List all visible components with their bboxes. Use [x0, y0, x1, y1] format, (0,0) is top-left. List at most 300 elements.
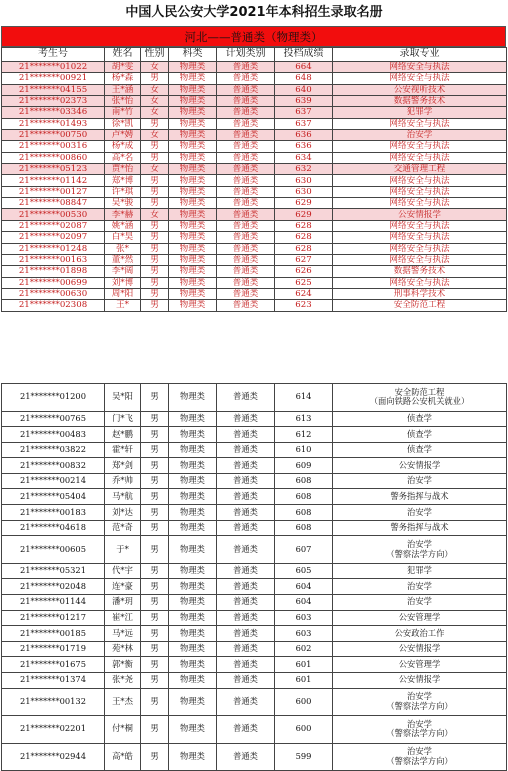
table-row	[2, 84, 507, 95]
name-cell: 王*涵	[105, 84, 141, 95]
major-cell	[333, 458, 507, 474]
name-cell: 霍*轩	[105, 442, 141, 458]
category-cell: 物理类	[169, 152, 217, 163]
score-cell: 599	[275, 743, 333, 771]
category-cell: 物理类	[169, 579, 217, 595]
exam-id-cell: 21*******03822	[2, 442, 105, 458]
table-row	[2, 520, 507, 536]
score-cell: 608	[275, 489, 333, 505]
plan-cell: 普通类	[217, 243, 275, 254]
score-cell: 614	[275, 384, 333, 412]
major-note: （警察法学方向）	[386, 728, 453, 739]
name-cell: 吴*骏	[105, 198, 141, 209]
category-cell: 物理类	[169, 107, 217, 118]
major-name: 治安学	[407, 746, 432, 757]
plan-cell: 普通类	[217, 220, 275, 231]
major-cell	[333, 411, 507, 427]
major-cell: 交通管理工程	[333, 164, 507, 175]
category-cell: 物理类	[169, 288, 217, 299]
table-row	[2, 458, 507, 474]
major-name: 治安学	[407, 691, 432, 702]
name-cell: 许*琪	[105, 186, 141, 197]
major-note: （警察法学方向）	[386, 548, 453, 559]
score-cell: 629	[275, 209, 333, 220]
category-cell: 物理类	[169, 716, 217, 744]
sex-cell: 男	[141, 672, 169, 688]
plan-cell: 普通类	[217, 489, 275, 505]
exam-id-cell: 21*******01217	[2, 610, 105, 626]
table-row	[2, 442, 507, 458]
page-gap	[0, 365, 508, 383]
major-note: （警察法学方向）	[386, 755, 453, 766]
category-cell: 物理类	[169, 442, 217, 458]
category-cell: 物理类	[169, 130, 217, 141]
category-cell: 物理类	[169, 118, 217, 129]
score-cell: 628	[275, 243, 333, 254]
exam-id-cell: 21*******00630	[2, 288, 105, 299]
major-cell	[333, 657, 507, 673]
exam-id-cell: 21*******01493	[2, 118, 105, 129]
plan-cell: 普通类	[217, 458, 275, 474]
exam-id-cell: 21*******00860	[2, 152, 105, 163]
name-cell: 高*名	[105, 152, 141, 163]
sex-cell: 男	[141, 266, 169, 277]
plan-cell: 普通类	[217, 641, 275, 657]
exam-id-cell: 21*******05321	[2, 563, 105, 579]
major-cell	[333, 505, 507, 521]
plan-cell: 普通类	[217, 266, 275, 277]
plan-cell: 普通类	[217, 130, 275, 141]
sex-cell: 男	[141, 427, 169, 443]
category-cell: 物理类	[169, 84, 217, 95]
score-cell: 626	[275, 266, 333, 277]
category-cell: 物理类	[169, 626, 217, 642]
table-row	[2, 505, 507, 521]
sex-cell: 男	[141, 579, 169, 595]
category-cell: 物理类	[169, 220, 217, 231]
sex-cell: 女	[141, 209, 169, 220]
score-cell: 600	[275, 688, 333, 716]
category-cell: 物理类	[169, 411, 217, 427]
table-row	[2, 164, 507, 175]
name-cell: 于*	[105, 536, 141, 564]
sex-cell: 女	[141, 62, 169, 73]
table-row	[2, 610, 507, 626]
major-name: 侦查学	[407, 428, 432, 439]
plan-cell: 普通类	[217, 743, 275, 771]
category-cell: 物理类	[169, 427, 217, 443]
category-cell: 物理类	[169, 458, 217, 474]
sex-cell: 男	[141, 657, 169, 673]
category-cell: 物理类	[169, 209, 217, 220]
sex-cell: 男	[141, 254, 169, 265]
name-cell: 潘*玥	[105, 594, 141, 610]
major-note: （警察法学方向）	[386, 700, 453, 711]
table-row	[2, 232, 507, 243]
score-cell: 610	[275, 442, 333, 458]
major-cell	[333, 384, 507, 412]
exam-id-cell: 21*******00765	[2, 411, 105, 427]
category-cell: 物理类	[169, 254, 217, 265]
table-row	[2, 672, 507, 688]
score-cell: 648	[275, 73, 333, 84]
plan-cell: 普通类	[217, 672, 275, 688]
plan-cell: 普通类	[217, 118, 275, 129]
plan-cell: 普通类	[217, 300, 275, 311]
exam-id-cell: 21*******02201	[2, 716, 105, 744]
sex-cell: 男	[141, 688, 169, 716]
sex-cell: 女	[141, 84, 169, 95]
major-name: 侦查学	[407, 444, 432, 455]
name-cell: 杨*成	[105, 141, 141, 152]
name-cell: 贾*怡	[105, 164, 141, 175]
plan-cell: 普通类	[217, 141, 275, 152]
score-cell: 605	[275, 563, 333, 579]
score-cell: 624	[275, 288, 333, 299]
page-title: 中国人民公安大学2021年本科招生录取名册	[125, 5, 383, 20]
table-row	[2, 198, 507, 209]
plan-cell: 普通类	[217, 384, 275, 412]
major-name: 治安学	[407, 506, 432, 517]
category-cell: 物理类	[169, 141, 217, 152]
major-cell: 网络安全与执法	[333, 254, 507, 265]
exam-id-cell: 21*******00483	[2, 427, 105, 443]
major-cell: 网络安全与执法	[333, 277, 507, 288]
name-cell: 张*尧	[105, 672, 141, 688]
category-cell: 物理类	[169, 489, 217, 505]
exam-id-cell: 21*******01142	[2, 175, 105, 186]
major-name: 治安学	[407, 718, 432, 729]
exam-id-cell: 21*******00163	[2, 254, 105, 265]
major-name: 治安学	[407, 538, 432, 549]
header-sex: 性别	[141, 48, 169, 62]
major-cell: 网络安全与执法	[333, 198, 507, 209]
exam-id-cell: 21*******00127	[2, 186, 105, 197]
major-cell	[333, 427, 507, 443]
name-cell: 马*航	[105, 489, 141, 505]
score-cell: 664	[275, 62, 333, 73]
major-cell: 网络安全与执法	[333, 118, 507, 129]
section-banner: 河北——普通类（物理类）	[1, 26, 506, 47]
sex-cell: 男	[141, 563, 169, 579]
category-cell: 物理类	[169, 62, 217, 73]
major-name: 治安学	[407, 596, 432, 607]
sex-cell: 女	[141, 107, 169, 118]
exam-id-cell: 21*******02308	[2, 300, 105, 311]
score-cell: 604	[275, 594, 333, 610]
name-cell: 周*阳	[105, 288, 141, 299]
table-header-row	[2, 48, 507, 62]
table-row	[2, 743, 507, 771]
score-cell: 601	[275, 672, 333, 688]
major-cell: 网络安全与执法	[333, 232, 507, 243]
major-cell: 安全防范工程	[333, 300, 507, 311]
sex-cell: 男	[141, 610, 169, 626]
major-name: 公安管理学	[398, 658, 441, 669]
major-cell	[333, 536, 507, 564]
category-cell: 物理类	[169, 175, 217, 186]
major-name: 警务指挥与战术	[390, 490, 449, 501]
score-cell: 627	[275, 254, 333, 265]
category-cell: 物理类	[169, 688, 217, 716]
major-name: 公安政治工作	[394, 627, 445, 638]
header-name: 姓名	[105, 48, 141, 62]
major-cell	[333, 743, 507, 771]
header-plan: 计划类别	[217, 48, 275, 62]
plan-cell: 普通类	[217, 688, 275, 716]
header-major: 录取专业	[333, 48, 507, 62]
major-cell	[333, 688, 507, 716]
sex-cell: 男	[141, 186, 169, 197]
major-cell: 网络安全与执法	[333, 62, 507, 73]
plan-cell: 普通类	[217, 505, 275, 521]
major-name: 治安学	[407, 580, 432, 591]
sex-cell: 男	[141, 277, 169, 288]
table-row	[2, 186, 507, 197]
name-cell: 王*	[105, 300, 141, 311]
name-cell: 徐*凯	[105, 118, 141, 129]
plan-cell: 普通类	[217, 186, 275, 197]
header-exam-id: 考生号	[2, 48, 105, 62]
admission-table-top	[1, 47, 507, 312]
table-row	[2, 220, 507, 231]
table-row	[2, 277, 507, 288]
table-row	[2, 152, 507, 163]
plan-cell: 普通类	[217, 209, 275, 220]
category-cell: 物理类	[169, 300, 217, 311]
sex-cell: 男	[141, 288, 169, 299]
major-cell: 网络安全与执法	[333, 186, 507, 197]
table-row	[2, 688, 507, 716]
name-cell: 郑*剑	[105, 458, 141, 474]
exam-id-cell: 21*******00185	[2, 626, 105, 642]
sex-cell: 男	[141, 118, 169, 129]
name-cell: 门*飞	[105, 411, 141, 427]
plan-cell: 普通类	[217, 579, 275, 595]
major-name: 侦查学	[407, 413, 432, 423]
sex-cell: 女	[141, 164, 169, 175]
exam-id-cell: 21*******01144	[2, 594, 105, 610]
sex-cell: 男	[141, 520, 169, 536]
name-cell: 高*皓	[105, 743, 141, 771]
major-cell: 数据警务技术	[333, 266, 507, 277]
admission-table-bottom	[1, 383, 507, 771]
category-cell: 物理类	[169, 164, 217, 175]
major-cell: 网络安全与执法	[333, 152, 507, 163]
major-cell	[333, 473, 507, 489]
score-cell: 636	[275, 130, 333, 141]
score-cell: 629	[275, 198, 333, 209]
category-cell: 物理类	[169, 96, 217, 107]
category-cell: 物理类	[169, 232, 217, 243]
major-name: 公安情报学	[398, 459, 441, 470]
plan-cell: 普通类	[217, 164, 275, 175]
name-cell: 卢*娉	[105, 130, 141, 141]
table-row	[2, 209, 507, 220]
exam-id-cell: 21*******08847	[2, 198, 105, 209]
sex-cell: 男	[141, 505, 169, 521]
score-cell: 637	[275, 107, 333, 118]
name-cell: 南*竹	[105, 107, 141, 118]
score-cell: 603	[275, 610, 333, 626]
sex-cell: 男	[141, 232, 169, 243]
exam-id-cell: 21*******01898	[2, 266, 105, 277]
major-cell	[333, 594, 507, 610]
major-cell	[333, 520, 507, 536]
major-name: 警务指挥与战术	[390, 522, 449, 533]
name-cell: 代*宇	[105, 563, 141, 579]
table-row	[2, 118, 507, 129]
table-row	[2, 489, 507, 505]
major-cell	[333, 442, 507, 458]
major-cell	[333, 579, 507, 595]
category-cell: 物理类	[169, 672, 217, 688]
category-cell: 物理类	[169, 536, 217, 564]
name-cell: 白*昊	[105, 232, 141, 243]
table-row	[2, 73, 507, 84]
plan-cell: 普通类	[217, 175, 275, 186]
score-cell: 630	[275, 175, 333, 186]
category-cell: 物理类	[169, 563, 217, 579]
category-cell: 物理类	[169, 186, 217, 197]
plan-cell: 普通类	[217, 610, 275, 626]
sex-cell: 男	[141, 716, 169, 744]
score-cell: 639	[275, 96, 333, 107]
score-cell: 632	[275, 164, 333, 175]
major-cell	[333, 641, 507, 657]
category-cell: 物理类	[169, 505, 217, 521]
table-row	[2, 579, 507, 595]
sex-cell: 男	[141, 198, 169, 209]
name-cell: 姚*涵	[105, 220, 141, 231]
category-cell: 物理类	[169, 473, 217, 489]
table-row	[2, 107, 507, 118]
major-cell	[333, 716, 507, 744]
table-row	[2, 536, 507, 564]
sex-cell: 男	[141, 175, 169, 186]
exam-id-cell: 21*******00750	[2, 130, 105, 141]
plan-cell: 普通类	[217, 442, 275, 458]
plan-cell: 普通类	[217, 563, 275, 579]
category-cell: 物理类	[169, 594, 217, 610]
name-cell: 马*远	[105, 626, 141, 642]
score-cell: 612	[275, 427, 333, 443]
plan-cell: 普通类	[217, 411, 275, 427]
table-row	[2, 130, 507, 141]
major-name: 治安学	[407, 475, 432, 486]
name-cell: 郑*博	[105, 175, 141, 186]
plan-cell: 普通类	[217, 96, 275, 107]
score-cell: 640	[275, 84, 333, 95]
score-cell: 630	[275, 186, 333, 197]
score-cell: 608	[275, 473, 333, 489]
major-cell	[333, 563, 507, 579]
sex-cell: 男	[141, 384, 169, 412]
plan-cell: 普通类	[217, 277, 275, 288]
sex-cell: 男	[141, 743, 169, 771]
exam-id-cell: 21*******01200	[2, 384, 105, 412]
table-row	[2, 626, 507, 642]
exam-id-cell: 21*******00183	[2, 505, 105, 521]
table-row	[2, 62, 507, 73]
name-cell: 连*豪	[105, 579, 141, 595]
table-row	[2, 141, 507, 152]
table-row	[2, 243, 507, 254]
header-score: 投档成绩	[275, 48, 333, 62]
sex-cell: 男	[141, 489, 169, 505]
sex-cell: 男	[141, 411, 169, 427]
plan-cell: 普通类	[217, 473, 275, 489]
exam-id-cell: 21*******02097	[2, 232, 105, 243]
exam-id-cell: 21*******01248	[2, 243, 105, 254]
name-cell: 刘*达	[105, 505, 141, 521]
name-cell: 李*阔	[105, 266, 141, 277]
sex-cell: 女	[141, 130, 169, 141]
major-name: 公安情报学	[398, 674, 441, 685]
exam-id-cell: 21*******05404	[2, 489, 105, 505]
name-cell: 董*然	[105, 254, 141, 265]
plan-cell: 普通类	[217, 62, 275, 73]
plan-cell: 普通类	[217, 152, 275, 163]
major-cell: 治安学	[333, 130, 507, 141]
score-cell: 604	[275, 579, 333, 595]
exam-id-cell: 21*******02087	[2, 220, 105, 231]
sex-cell: 男	[141, 458, 169, 474]
name-cell: 苑*林	[105, 641, 141, 657]
category-cell: 物理类	[169, 73, 217, 84]
exam-id-cell: 21*******01719	[2, 641, 105, 657]
score-cell: 634	[275, 152, 333, 163]
name-cell: 付*桐	[105, 716, 141, 744]
name-cell: 杨*森	[105, 73, 141, 84]
table-row	[2, 563, 507, 579]
name-cell: 乔*帅	[105, 473, 141, 489]
name-cell: 张*怡	[105, 96, 141, 107]
plan-cell: 普通类	[217, 427, 275, 443]
category-cell: 物理类	[169, 520, 217, 536]
major-note: （面向铁路公安机关就业）	[369, 396, 470, 407]
major-cell: 公安视听技术	[333, 84, 507, 95]
plan-cell: 普通类	[217, 536, 275, 564]
plan-cell: 普通类	[217, 716, 275, 744]
major-cell: 公安情报学	[333, 209, 507, 220]
category-cell: 物理类	[169, 610, 217, 626]
score-cell: 628	[275, 232, 333, 243]
exam-id-cell: 21*******01675	[2, 657, 105, 673]
plan-cell: 普通类	[217, 288, 275, 299]
exam-id-cell: 21*******05123	[2, 164, 105, 175]
major-cell: 网络安全与执法	[333, 141, 507, 152]
exam-id-cell: 21*******01374	[2, 672, 105, 688]
category-cell: 物理类	[169, 384, 217, 412]
exam-id-cell: 21*******01022	[2, 62, 105, 73]
plan-cell: 普通类	[217, 107, 275, 118]
major-name: 公安情报学	[398, 643, 441, 654]
major-name: 犯罪学	[407, 565, 432, 576]
plan-cell: 普通类	[217, 254, 275, 265]
major-cell	[333, 626, 507, 642]
exam-id-cell: 21*******00530	[2, 209, 105, 220]
sex-cell: 男	[141, 73, 169, 84]
major-cell: 刑事科学技术	[333, 288, 507, 299]
exam-id-cell: 21*******00316	[2, 141, 105, 152]
exam-id-cell: 21*******03346	[2, 107, 105, 118]
category-cell: 物理类	[169, 743, 217, 771]
table-row	[2, 288, 507, 299]
major-cell	[333, 610, 507, 626]
exam-id-cell: 21*******00699	[2, 277, 105, 288]
sex-cell: 男	[141, 141, 169, 152]
